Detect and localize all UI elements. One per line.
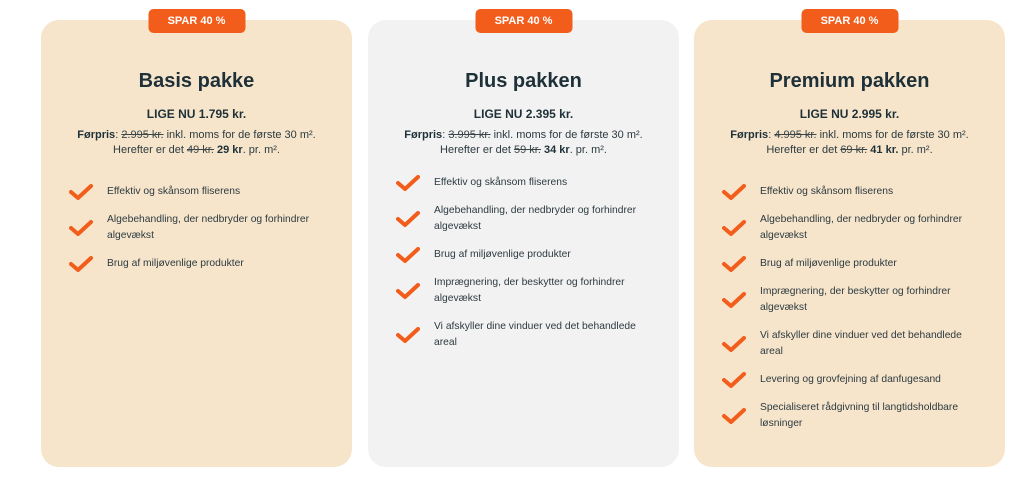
feature-list: [69, 184, 334, 284]
prior-rest: inkl. moms for de første 30 m².: [816, 129, 969, 141]
price-details: Førpris: 3.995 kr. inkl. moms for de første 30 m². Herefter er det 59 kr. 34 kr. pr. m².: [404, 129, 643, 156]
feature-item: Effektiv og skånsom fliserens: [69, 184, 334, 200]
current-price: LIGE NU 1.795 kr.: [146, 107, 247, 121]
check-icon: [722, 219, 746, 237]
check-icon: [69, 183, 93, 201]
feature-item: Brug af miljøvenlige produkter: [722, 256, 987, 272]
new-sqm-price: 41 kr.: [870, 144, 899, 156]
check-icon: [396, 174, 420, 192]
feature-item: Specialiseret rådgivning til langtidsholdbare løsninger: [722, 400, 987, 432]
feature-item: Algebehandling, der nedbryder og forhindrer algevækst: [69, 212, 334, 244]
check-icon: [722, 335, 746, 353]
after-suffix: . pr. m².: [242, 144, 280, 156]
discount-badge: SPAR 40 %: [475, 9, 572, 33]
check-icon: [396, 282, 420, 300]
feature-item: Vi afskyller dine vinduer ved det behandlede areal: [396, 319, 661, 351]
old-sqm-price: 69 kr.: [840, 144, 868, 156]
check-icon: [396, 210, 420, 228]
old-sqm-price: 49 kr.: [187, 144, 214, 156]
discount-badge: SPAR 40 %: [148, 9, 245, 33]
current-price: LIGE NU 2.995 kr.: [799, 107, 900, 121]
prior-label: Førpris: [730, 129, 769, 141]
prior-rest: inkl. moms for de første 30 m².: [490, 129, 643, 141]
feature-item: Brug af miljøvenlige produkter: [69, 256, 334, 272]
check-icon: [396, 246, 420, 264]
discount-badge: SPAR 40 %: [801, 9, 898, 33]
feature-item: Algebehandling, der nedbryder og forhindrer algevækst: [396, 203, 661, 235]
check-icon: [396, 326, 420, 344]
feature-item: Brug af miljøvenlige produkter: [396, 247, 661, 263]
plan-title: Premium pakken: [769, 70, 930, 92]
old-price: 2.995 kr.: [121, 129, 164, 141]
after-suffix: . pr. m².: [569, 144, 607, 156]
feature-item: Algebehandling, der nedbryder og forhindrer algevækst: [722, 212, 987, 244]
after-suffix: pr. m².: [898, 144, 933, 156]
new-sqm-price: 34 kr: [543, 144, 570, 156]
check-icon: [722, 183, 746, 201]
prior-label: Førpris: [77, 129, 116, 141]
check-icon: [722, 255, 746, 273]
check-icon: [722, 291, 746, 309]
after-prefix: Herefter er det: [440, 144, 515, 156]
feature-item: Imprægnering, der beskytter og forhindrer algevækst: [396, 275, 661, 307]
after-prefix: Herefter er det: [766, 144, 841, 156]
check-icon: [722, 407, 746, 425]
plan-card-plus: [368, 15, 679, 467]
old-price: 3.995 kr.: [448, 129, 491, 141]
feature-list: [396, 175, 661, 363]
plan-title: Plus pakken: [465, 70, 582, 92]
old-sqm-price: 59 kr.: [514, 144, 541, 156]
current-price: LIGE NU 2.395 kr.: [473, 107, 574, 121]
price-details: Førpris: 4.995 kr. inkl. moms for de første 30 m². Herefter er det 69 kr. 41 kr. pr. m².: [730, 129, 969, 156]
check-icon: [69, 219, 93, 237]
old-price: 4.995 kr.: [774, 129, 817, 141]
feature-item: Effektiv og skånsom fliserens: [722, 184, 987, 200]
check-icon: [69, 255, 93, 273]
feature-item: Effektiv og skånsom fliserens: [396, 175, 661, 191]
new-sqm-price: 29 kr: [216, 144, 243, 156]
prior-rest: inkl. moms for de første 30 m².: [163, 129, 316, 141]
price-details: Førpris: 2.995 kr. inkl. moms for de første 30 m². Herefter er det 49 kr. 29 kr. pr. m².: [77, 129, 316, 156]
plan-card-premium: [694, 15, 1005, 467]
plan-title: Basis pakke: [138, 70, 255, 92]
feature-item: Vi afskyller dine vinduer ved det behandlede areal: [722, 328, 987, 360]
prior-label: Førpris: [404, 129, 443, 141]
check-icon: [722, 371, 746, 389]
plan-card-basis: [41, 15, 352, 467]
feature-list: [722, 184, 987, 444]
feature-item: Levering og grovfejning af danfugesand: [722, 372, 987, 388]
feature-item: Imprægnering, der beskytter og forhindrer algevækst: [722, 284, 987, 316]
after-prefix: Herefter er det: [113, 144, 188, 156]
